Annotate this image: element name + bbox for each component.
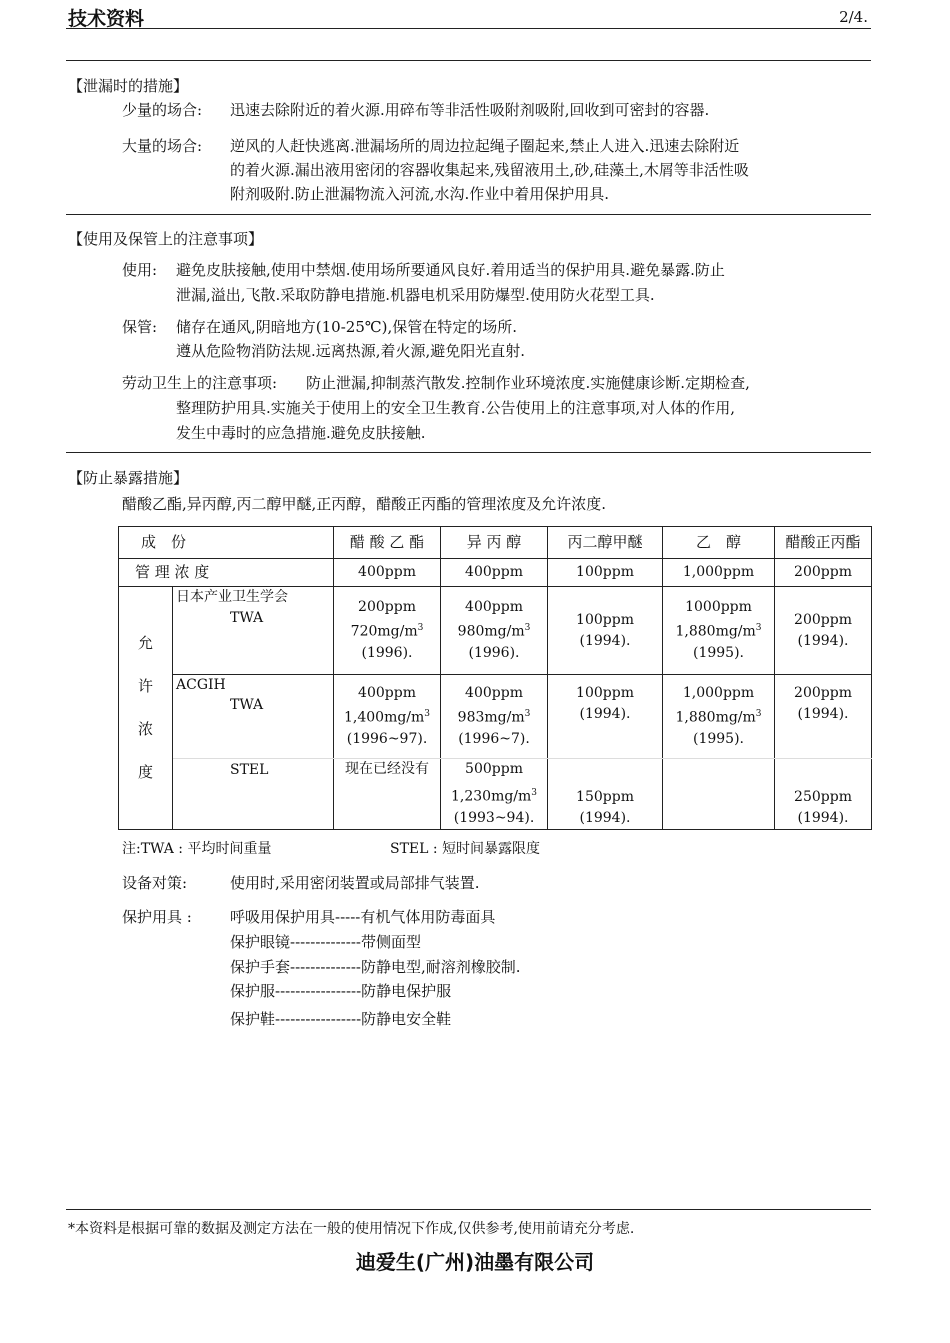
component-header: 成 份: [119, 527, 334, 559]
twa-label: TWA: [230, 610, 264, 626]
year-value: (1994).: [579, 632, 631, 649]
jsoh-cell: [173, 587, 334, 675]
table-cell: [334, 675, 441, 759]
allowable-label: [119, 587, 173, 830]
table-cell: [334, 759, 441, 830]
leak-large-line: 的着火源.漏出液用密闭的容器收集起来,残留液用土,砂,硅藻土,木屑等非活性吸: [230, 161, 749, 179]
ppe-label: 保护用具 :: [122, 908, 192, 926]
section-rule: [66, 60, 871, 61]
use-label: 使用:: [122, 261, 158, 279]
mg-value: $1,880mg/m^3$: [675, 623, 762, 640]
stel-value: 150ppm: [576, 788, 634, 805]
store-label: 保管:: [122, 318, 158, 336]
allowable-char: 度: [137, 762, 153, 781]
table-row: [119, 759, 872, 830]
allowable-char: 许: [137, 676, 153, 695]
equip-label: 设备对策:: [122, 874, 188, 892]
labor-line: 发生中毒时的应急措施.避免皮肤接触.: [176, 424, 426, 442]
exposure-intro: 醋酸乙酯,异丙醇,丙二醇甲醚,正丙醇，醋酸正丙酯的管理浓度及允许浓度.: [122, 495, 607, 513]
year-value: (1994).: [797, 632, 849, 649]
leak-small-text: 迅速去除附近的着火源.用碎布等非活性吸附剂吸附,回收到可密封的容器.: [230, 101, 710, 119]
table-row: [119, 675, 872, 759]
stel-value: 500ppm: [465, 761, 523, 777]
year-value: (1995).: [693, 644, 745, 661]
acgih-cell: [173, 675, 334, 759]
ppe-item: 保护手套--------------防静电型,耐溶剂橡胶制.: [230, 958, 521, 976]
table-header-row: [119, 527, 872, 559]
company-name: 迪爱生(广州)油墨有限公司: [355, 1250, 595, 1274]
stel-label: STEL: [173, 759, 334, 830]
ppe-item: 保护鞋-----------------防静电安全鞋: [230, 1010, 452, 1028]
leak-large-line: 逆风的人赶快逃离.泄漏场所的周边拉起绳子圈起来,禁止人进入.迅速去除附近: [230, 137, 740, 155]
leak-large-label: 大量的场合:: [122, 137, 203, 155]
year-value: (1994).: [797, 809, 849, 826]
table-cell: [441, 675, 548, 759]
stel-value: 250ppm: [794, 788, 852, 805]
component-name: 醋 酸 乙 酯: [334, 527, 441, 559]
leak-small-label: 少量的场合:: [122, 101, 203, 119]
labor-line: 整理防护用具.实施关于使用上的安全卫生教育.公告使用上的注意事项,对人体的作用,: [176, 399, 736, 417]
year-value: (1996).: [361, 644, 413, 661]
ppm-value: 1000ppm: [685, 599, 752, 616]
usage-heading: 【使用及保管上的注意事项】: [68, 230, 264, 248]
use-line: 避免皮肤接触,使用中禁烟.使用场所要通风良好.着用适当的保护用具.避免暴露.防止: [176, 261, 725, 279]
ppe-item: 呼吸用保护用具-----有机气体用防毒面具: [230, 908, 496, 926]
mg-value: $983mg/m^3$: [457, 709, 531, 726]
acgih-label: ACGIH: [176, 677, 226, 693]
footer-rule: [66, 1209, 871, 1210]
leak-large-line: 附剂吸附.防止泄漏物流入河流,水沟.作业中着用保护用具.: [230, 185, 610, 203]
footer-note: *本资料是根据可靠的数据及测定方法在一般的使用情况下作成,仅供参考,使用前请充分考虑.: [68, 1221, 635, 1237]
table-cell: [334, 587, 441, 675]
ppm-value: 400ppm: [465, 685, 523, 702]
table-cell: [441, 759, 548, 830]
year-value: (1996~7).: [458, 730, 530, 747]
exposure-heading: 【防止暴露措施】: [68, 469, 189, 487]
table-cell: [663, 675, 775, 759]
leak-heading: 【泄漏时的措施】: [68, 77, 189, 95]
table-cell: [548, 675, 663, 759]
table-cell: [548, 759, 663, 830]
ppe-item: 保护服-----------------防静电保护服: [230, 982, 452, 1000]
labor-line: 防止泄漏,抑制蒸汽散发.控制作业环境浓度.实施健康诊断.定期检查,: [306, 374, 750, 392]
year-value: (1994).: [579, 809, 631, 826]
ppe-item: 保护眼镜--------------带侧面型: [230, 933, 421, 951]
page-number: 2/4.: [839, 8, 868, 26]
component-name: 醋酸正丙酯: [775, 527, 872, 559]
mgmt-value: 100ppm: [548, 559, 663, 587]
ppm-value: 200ppm: [794, 611, 852, 628]
allowable-char: 允: [137, 633, 153, 652]
year-value: (1994).: [579, 706, 631, 722]
allowable-char: 浓: [137, 719, 153, 738]
component-name: 异 丙 醇: [441, 527, 548, 559]
use-line: 泄漏,溢出,飞散.采取防静电措施.机器电机采用防爆型.使用防火花型工具.: [176, 286, 655, 304]
table-cell: [548, 587, 663, 675]
jsoh-label: 日本产业卫生学会: [176, 589, 288, 605]
ppm-value: 200ppm: [794, 685, 852, 701]
year-value: (1996~97).: [346, 730, 428, 747]
mg-value: $1,880mg/m^3$: [675, 709, 762, 726]
mg-value: $980mg/m^3$: [457, 623, 531, 640]
document-title: 技术资料: [68, 8, 145, 30]
stel-value: 现在已经没有: [345, 761, 430, 777]
table-cell: [775, 759, 872, 830]
year-value: (1996).: [468, 644, 520, 661]
year-value: (1995).: [693, 730, 745, 747]
section-rule: [66, 452, 871, 453]
labor-label: 劳动卫生上的注意事项:: [122, 374, 278, 392]
mgmt-label: 管 理 浓 度: [119, 559, 334, 587]
mgmt-value: 400ppm: [441, 559, 548, 587]
table-cell: [663, 587, 775, 675]
ppm-value: 100ppm: [576, 685, 634, 701]
table-cell: [441, 587, 548, 675]
exposure-table: [118, 526, 872, 830]
ppm-value: 400ppm: [358, 685, 416, 702]
table-row: [119, 559, 872, 587]
ppm-value: 200ppm: [358, 599, 416, 616]
section-rule: [66, 214, 871, 215]
mgmt-value: 1,000ppm: [663, 559, 775, 587]
table-cell: [775, 587, 872, 675]
note-stel: STEL : 短时间暴露限度: [390, 841, 541, 857]
ppm-value: 100ppm: [576, 611, 634, 628]
store-line: 遵从危险物消防法规.远离热源,着火源,避免阳光直射.: [176, 342, 526, 360]
ppm-value: 400ppm: [465, 599, 523, 616]
component-name: 丙二醇甲醚: [548, 527, 663, 559]
header-rule: [66, 28, 871, 29]
table-row: [119, 587, 872, 675]
table-cell: [663, 759, 775, 830]
mg-value: $1,400mg/m^3$: [343, 709, 431, 726]
ppm-value: 1,000ppm: [682, 685, 755, 702]
equip-text: 使用时,采用密闭装置或局部排气装置.: [230, 874, 480, 892]
component-name: 乙 醇: [663, 527, 775, 559]
year-value: (1994).: [797, 706, 849, 722]
mg-value: $1,230mg/m^3$: [450, 788, 538, 805]
year-value: (1993~94).: [453, 809, 535, 826]
note-twa: 注:TWA : 平均时间重量: [122, 841, 272, 857]
table-cell: [775, 675, 872, 759]
twa-label: TWA: [230, 697, 264, 713]
mg-value: $720mg/m^3$: [350, 623, 424, 640]
mgmt-value: 200ppm: [775, 559, 872, 587]
mgmt-value: 400ppm: [334, 559, 441, 587]
store-line: 储存在通风,阴暗地方(10-25℃),保管在特定的场所.: [176, 318, 518, 336]
